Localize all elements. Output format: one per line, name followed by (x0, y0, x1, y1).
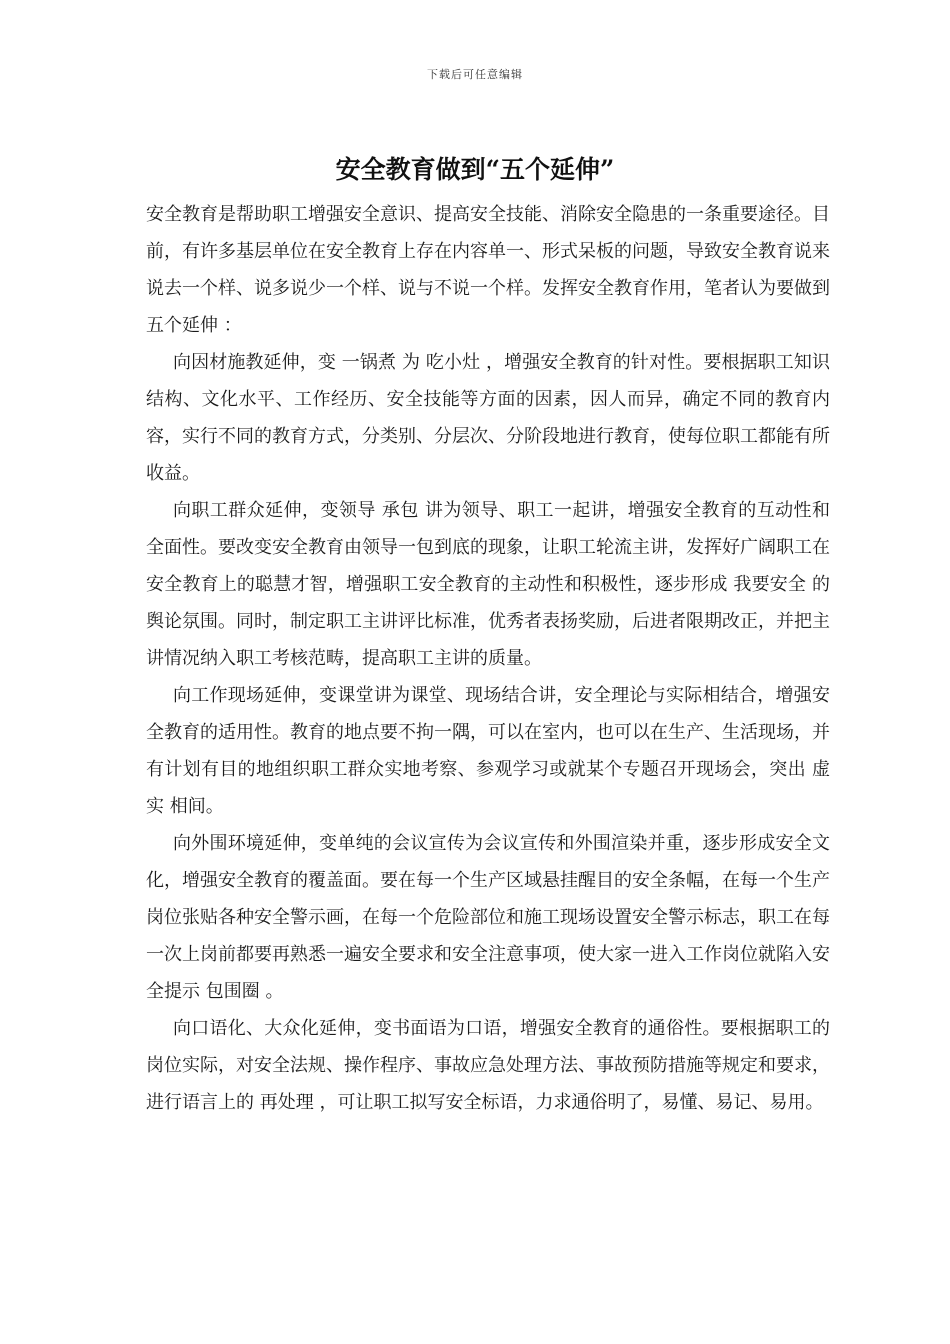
paragraph-extension-3: 向工作现场延伸，变课堂讲为课堂、现场结合讲，安全理论与实际相结合，增强安全教育的适用性。教育的地点要不拘一隅，可以在室内，也可以在生产、生活现场，并有计划有目的地组织职工群众实地考察、参观学习或就某个专题召开现场会，突出 虚 实 相间。 (146, 685, 830, 817)
document-body (146, 196, 830, 1121)
paragraph-extension-4: 向外围环境延伸，变单纯的会议宣传为会议宣传和外围渲染并重，逐步形成安全文化，增强安全教育的覆盖面。要在每一个生产区域悬挂醒目的安全条幅，在每一个生产岗位张贴各种安全警示画，在每一个危险部位和施工现场设置安全警示标志，职工在每一次上岗前都要再熟悉一遍安全要求和安全注意事项，使大家一进入工作岗位就陷入安全提示 包围圈 。 (146, 833, 830, 1002)
paragraph-extension-5: 向口语化、大众化延伸，变书面语为口语，增强安全教育的通俗性。要根据职工的岗位实际，对安全法规、操作程序、事故应急处理方法、事故预防措施等规定和要求，进行语言上的 再处理 ，可让职工拟写安全标语，力求通俗明了，易懂、易记、易用。 (146, 1018, 830, 1113)
header-note: 下载后可任意编辑 (427, 68, 523, 81)
paragraph-intro: 安全教育是帮助职工增强安全意识、提高安全技能、消除安全隐患的一条重要途径。目前，有许多基层单位在安全教育上存在内容单一、形式呆板的问题，导致安全教育说来说去一个样、说多说少一个样、说与不说一个样。发挥安全教育作用，笔者认为要做到 五个延伸 ： (146, 204, 830, 336)
paragraph-extension-2: 向职工群众延伸，变领导 承包 讲为领导、职工一起讲，增强安全教育的互动性和全面性。要改变安全教育由领导一包到底的现象，让职工轮流主讲，发挥好广阔职工在安全教育上的聪慧才智，增强职工安全教育的主动性和积极性，逐步形成 我要安全 的舆论氛围。同时，制定职工主讲评比标准，优秀者表扬奖励，后进者限期改正，并把主讲情况纳入职工考核范畴，提高职工主讲的质量。 (146, 500, 830, 669)
page-title: 安全教育做到“五个延伸” (335, 155, 615, 184)
paragraph-extension-1: 向因材施教延伸，变 一锅煮 为 吃小灶 ，增强安全教育的针对性。要根据职工知识结构、文化水平、工作经历、安全技能等方面的因素，因人而异，确定不同的教育内容，实行不同的教育方式，分类别、分层次、分阶段地进行教育，使每位职工都能有所收益。 (146, 352, 830, 484)
